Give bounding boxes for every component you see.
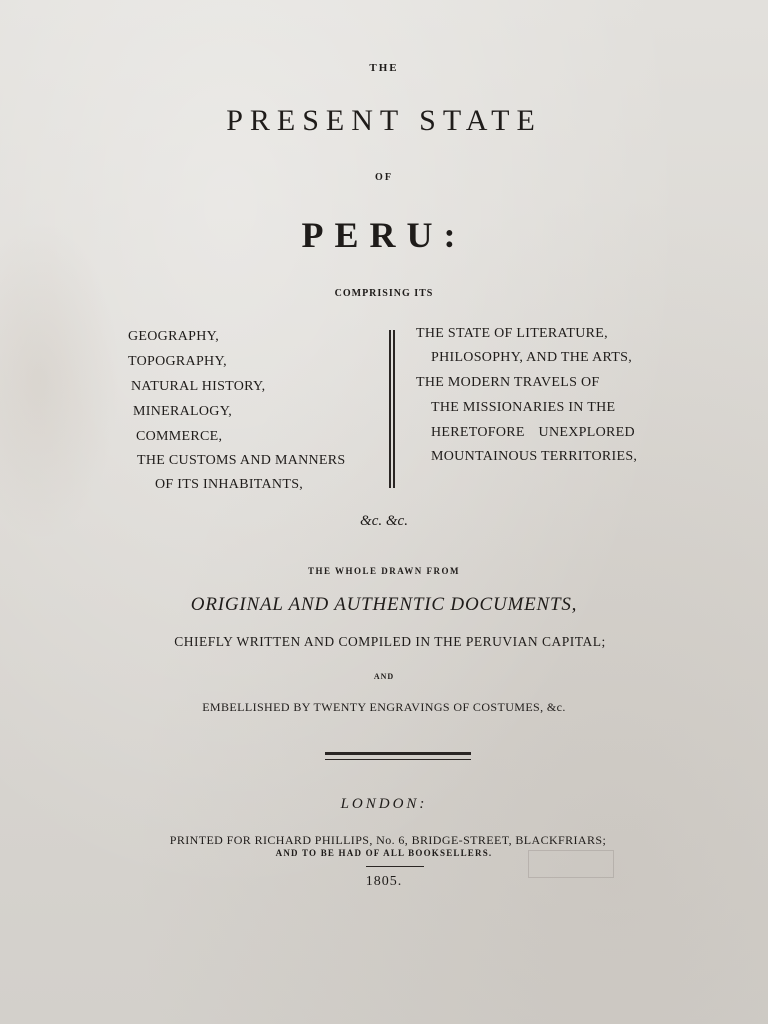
and-label: AND [373,672,395,681]
booksellers-line: AND TO BE HAD OF ALL BOOKSELLERS. [275,848,493,858]
printer-line: PRINTED FOR RICHARD PHILLIPS, No. 6, BRIDGE-STREET, BLACKFRIARS; [169,833,607,847]
right-topic: HERETOFORE UNEXPLORED [431,425,635,440]
imprint-place: LONDON: [340,796,428,812]
book-subject: PERU: [301,215,467,255]
book-title: PRESENT STATE [226,104,542,137]
left-topic: TOPOGRAPHY, [128,354,227,369]
whole-drawn-label: THE WHOLE DRAWN FROM [307,566,461,576]
paper-stain [0,220,120,540]
comprising-label: COMPRISING ITS [334,288,434,299]
right-topic: MOUNTAINOUS TERRITORIES, [431,449,638,464]
embellished-line: EMBELLISHED BY TWENTY ENGRAVINGS OF COSTUMES, &c. [202,700,566,714]
right-topic: THE STATE OF LITERATURE, [416,326,608,341]
left-topic: OF ITS INHABITANTS, [155,477,304,492]
year-rule [366,866,424,867]
left-topic: THE CUSTOMS AND MANNERS [137,453,346,468]
left-topic: NATURAL HISTORY, [131,379,266,394]
original-documents-line: ORIGINAL AND AUTHENTIC DOCUMENTS, [190,594,578,615]
chiefly-written-line: CHIEFLY WRITTEN AND COMPILED IN THE PERUVIAN CAPITAL; [174,634,606,649]
double-rule-thin [325,759,471,760]
left-topic: COMMERCE, [136,429,223,444]
left-topic: GEOGRAPHY, [128,329,220,344]
right-topic: THE MODERN TRAVELS OF [416,375,600,390]
left-topic: MINERALOGY, [133,404,233,419]
publication-year: 1805. [365,874,403,889]
right-topic: THE MISSIONARIES IN THE [431,400,616,415]
column-divider [389,330,395,488]
heading-the: THE [369,62,399,74]
right-topic: PHILOSOPHY, AND THE ARTS, [431,350,633,365]
heading-of: OF [375,172,393,183]
faint-library-stamp [528,850,614,878]
etcetera: &c. &c. [360,513,408,529]
double-rule-thick [325,752,471,755]
